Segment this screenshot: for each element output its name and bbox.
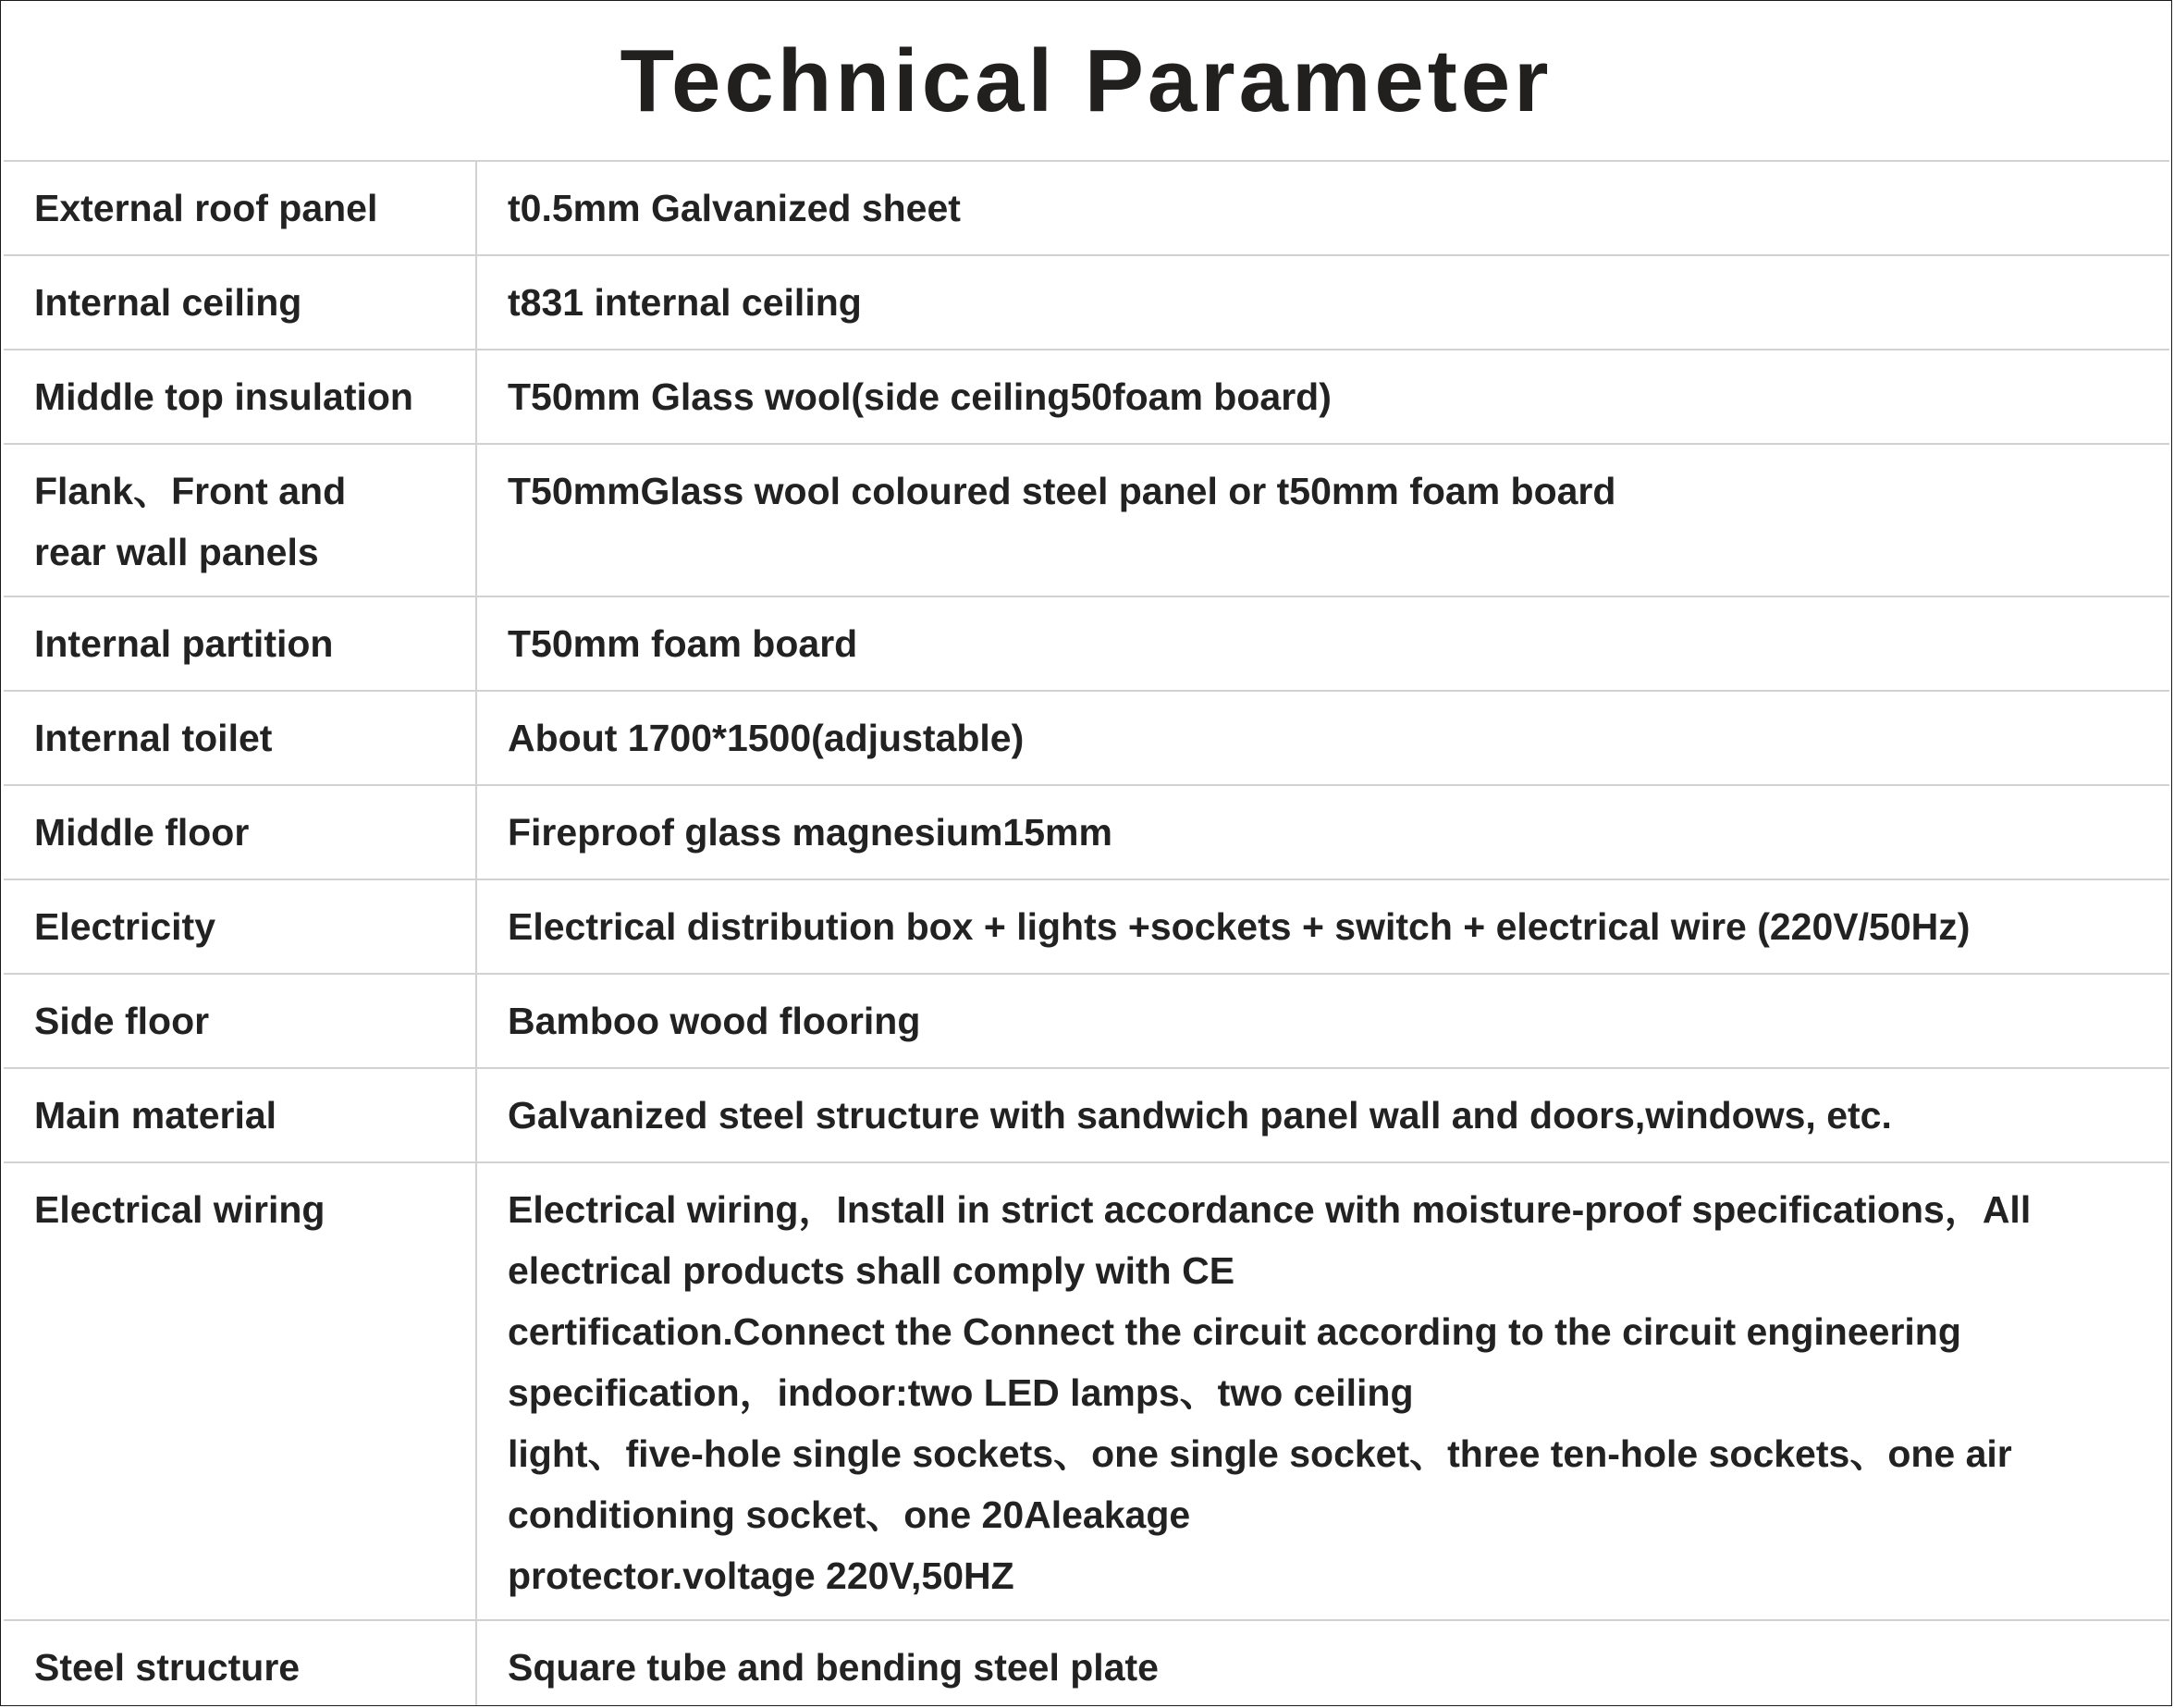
table-row bbox=[4, 1620, 2169, 1706]
row-label: Main material bbox=[4, 1068, 476, 1162]
row-value: Bamboo wood flooring bbox=[476, 974, 2169, 1068]
table-row bbox=[4, 879, 2169, 974]
row-value: Electrical distribution box + lights +sockets + switch + electrical wire (220V/50Hz) bbox=[476, 879, 2169, 974]
row-value: Square tube and bending steel plate bbox=[476, 1620, 2169, 1706]
row-value: t831 internal ceiling bbox=[476, 255, 2169, 350]
row-value: Electrical wiring，Install in strict accordance with moisture-proof specifications，All electrical products shall comply with CE certification.Connect the Connect the circuit according to the circuit engineering specification，indoor:two LED lamps、two ceiling light、five-hole single sockets、one single socket、three ten-hole sockets、one air conditioning socket、one 20Aleakage protector.voltage 220V,50HZ bbox=[476, 1162, 2169, 1620]
table-row bbox=[4, 785, 2169, 879]
table-row bbox=[4, 1068, 2169, 1162]
table-row bbox=[4, 1162, 2169, 1620]
table-row bbox=[4, 974, 2169, 1068]
row-value: Fireproof glass magnesium15mm bbox=[476, 785, 2169, 879]
row-label: Internal toilet bbox=[4, 691, 476, 785]
parameter-table bbox=[4, 160, 2169, 1706]
row-label: Side floor bbox=[4, 974, 476, 1068]
page-title: Technical Parameter bbox=[620, 31, 1553, 130]
row-label: Internal ceiling bbox=[4, 255, 476, 350]
table-row bbox=[4, 691, 2169, 785]
table-row bbox=[4, 444, 2169, 596]
row-label: Steel structure bbox=[4, 1620, 476, 1706]
table-row bbox=[4, 161, 2169, 255]
row-value: Galvanized steel structure with sandwich panel wall and doors,windows, etc. bbox=[476, 1068, 2169, 1162]
row-label: Middle floor bbox=[4, 785, 476, 879]
row-value: About 1700*1500(adjustable) bbox=[476, 691, 2169, 785]
table-row bbox=[4, 255, 2169, 350]
row-value: T50mm foam board bbox=[476, 596, 2169, 691]
row-label: External roof panel bbox=[4, 161, 476, 255]
row-value: T50mm Glass wool(side ceiling50foam board) bbox=[476, 350, 2169, 444]
row-value: T50mmGlass wool coloured steel panel or t50mm foam board bbox=[476, 444, 2169, 596]
row-label: Electricity bbox=[4, 879, 476, 974]
table-row bbox=[4, 596, 2169, 691]
table-row bbox=[4, 350, 2169, 444]
row-label: Flank、Front and rear wall panels bbox=[4, 444, 476, 596]
row-label: Internal partition bbox=[4, 596, 476, 691]
row-value: t0.5mm Galvanized sheet bbox=[476, 161, 2169, 255]
row-label: Middle top insulation bbox=[4, 350, 476, 444]
row-label: Electrical wiring bbox=[4, 1162, 476, 1620]
